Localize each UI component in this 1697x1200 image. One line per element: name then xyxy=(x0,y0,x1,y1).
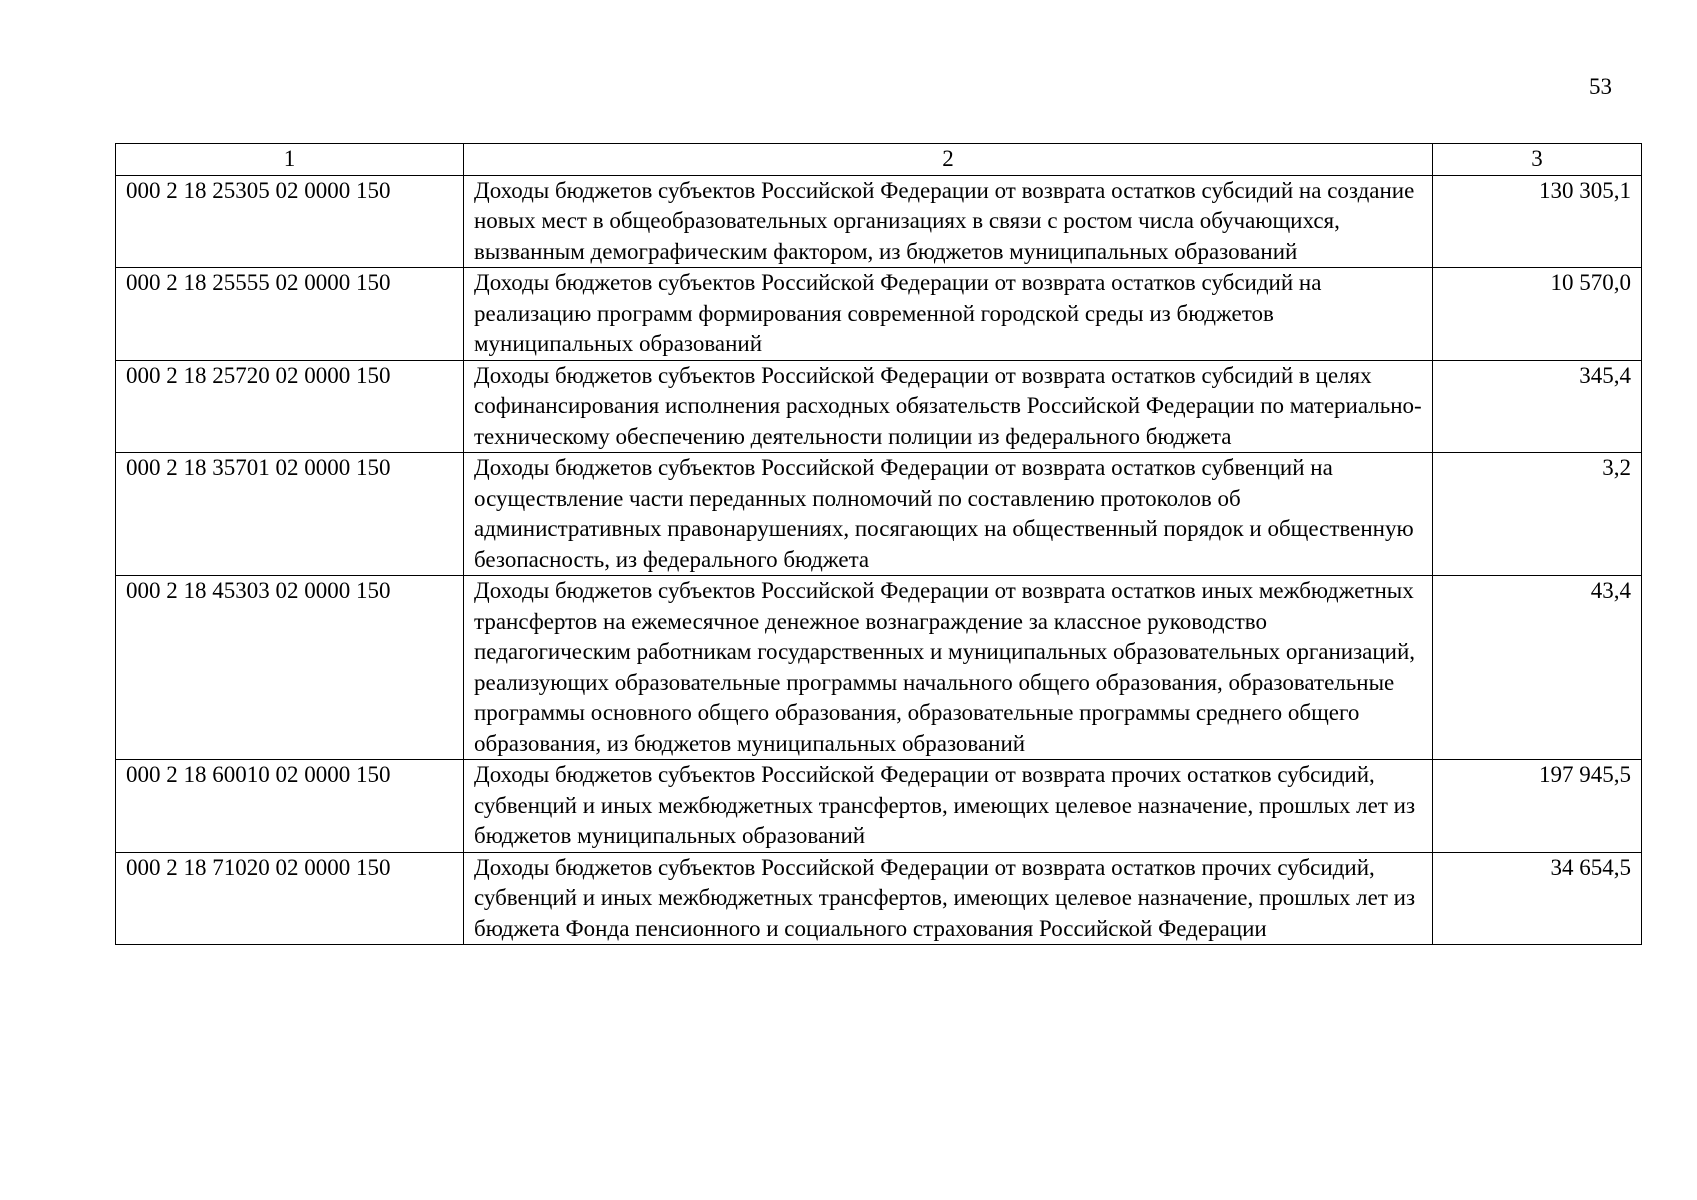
revenue-description-cell: Доходы бюджетов субъектов Российской Федерации от возврата остатков прочих субсидий, субвенций и иных межбюджетных трансфертов, имеющих целевое назначение, прошлых лет из бюджета Фонда пенсионного и социального страхования Российской Федерации xyxy=(464,852,1433,945)
revenue-code-cell: 000 2 18 71020 02 0000 150 xyxy=(116,852,464,945)
revenue-code-cell: 000 2 18 25555 02 0000 150 xyxy=(116,268,464,361)
table-header-row xyxy=(116,144,1642,176)
revenue-amount-cell: 197 945,5 xyxy=(1433,760,1642,853)
revenue-code-cell: 000 2 18 25305 02 0000 150 xyxy=(116,175,464,268)
column-header-2: 2 xyxy=(464,144,1433,176)
revenue-amount-cell: 3,2 xyxy=(1433,453,1642,576)
table-row xyxy=(116,268,1642,361)
budget-revenue-table xyxy=(115,143,1642,945)
table-row xyxy=(116,453,1642,576)
revenue-description-cell: Доходы бюджетов субъектов Российской Федерации от возврата остатков субсидий на реализацию программ формирования современной городской среды из бюджетов муниципальных образований xyxy=(464,268,1433,361)
table-row xyxy=(116,175,1642,268)
revenue-description-cell: Доходы бюджетов субъектов Российской Федерации от возврата остатков субвенций на осуществление части переданных полномочий по составлению протоколов об административных правонарушениях, посягающих на общественный порядок и общественную безопасность, из федерального бюджета xyxy=(464,453,1433,576)
table-row xyxy=(116,760,1642,853)
revenue-description-cell: Доходы бюджетов субъектов Российской Федерации от возврата остатков субсидий на создание новых мест в общеобразовательных организациях в связи с ростом числа обучающихся, вызванным демографическим фактором, из бюджетов муниципальных образований xyxy=(464,175,1433,268)
table-row xyxy=(116,576,1642,760)
revenue-amount-cell: 130 305,1 xyxy=(1433,175,1642,268)
revenue-amount-cell: 34 654,5 xyxy=(1433,852,1642,945)
revenue-amount-cell: 345,4 xyxy=(1433,360,1642,453)
revenue-code-cell: 000 2 18 35701 02 0000 150 xyxy=(116,453,464,576)
revenue-code-cell: 000 2 18 25720 02 0000 150 xyxy=(116,360,464,453)
revenue-description-cell: Доходы бюджетов субъектов Российской Федерации от возврата остатков иных межбюджетных трансфертов на ежемесячное денежное вознаграждение за классное руководство педагогическим работникам государственных и муниципальных образовательных организаций, реализующих образовательные программы начального общего образования, образовательные программы основного общего образования, образовательные программы среднего общего образования, из бюджетов муниципальных образований xyxy=(464,576,1433,760)
revenue-code-cell: 000 2 18 45303 02 0000 150 xyxy=(116,576,464,760)
table-row xyxy=(116,852,1642,945)
table-row xyxy=(116,360,1642,453)
revenue-amount-cell: 43,4 xyxy=(1433,576,1642,760)
revenue-description-cell: Доходы бюджетов субъектов Российской Федерации от возврата прочих остатков субсидий, субвенций и иных межбюджетных трансфертов, имеющих целевое назначение, прошлых лет из бюджетов муниципальных образований xyxy=(464,760,1433,853)
revenue-code-cell: 000 2 18 60010 02 0000 150 xyxy=(116,760,464,853)
column-header-3: 3 xyxy=(1433,144,1642,176)
column-header-1: 1 xyxy=(116,144,464,176)
revenue-amount-cell: 10 570,0 xyxy=(1433,268,1642,361)
revenue-description-cell: Доходы бюджетов субъектов Российской Федерации от возврата остатков субсидий в целях софинансирования исполнения расходных обязательств Российской Федерации по материально-техническому обеспечению деятельности полиции из федерального бюджета xyxy=(464,360,1433,453)
page-number: 53 xyxy=(1589,74,1612,99)
